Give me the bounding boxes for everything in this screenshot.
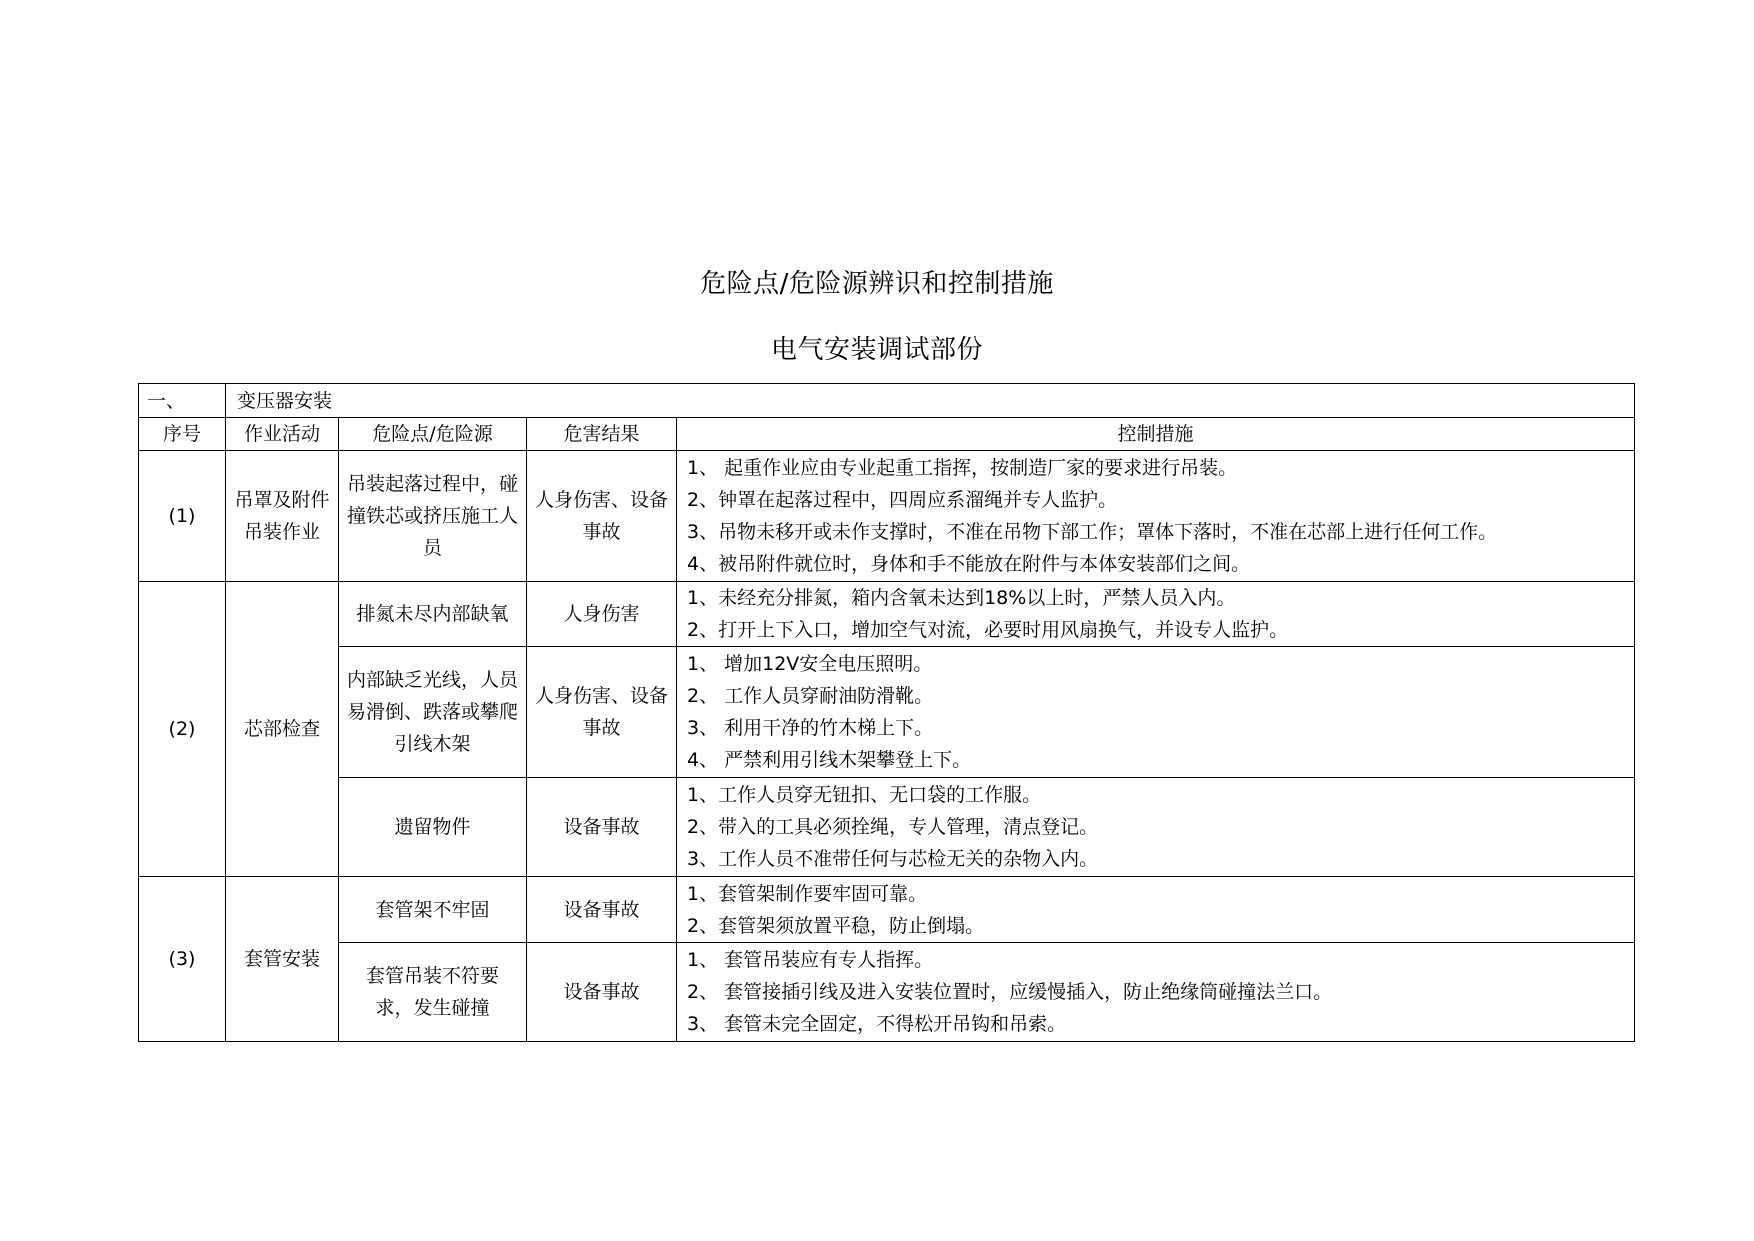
measure-item: 3、 套管未完全固定，不得松开吊钩和吊索。 bbox=[687, 1013, 1067, 1035]
header-seq: 序号 bbox=[139, 418, 226, 451]
measure-item: 3、吊物未移开或未作支撑时，不准在吊物下部工作；罩体下落时，不准在芯部上进行任何工作。 bbox=[687, 521, 1498, 543]
measure-item: 1、工作人员穿无钮扣、无口袋的工作服。 bbox=[687, 784, 1042, 806]
measure-item: 4、 严禁利用引线木架攀登上下。 bbox=[687, 749, 972, 771]
page-title: 危险点/危险源辨识和控制措施 bbox=[700, 269, 1054, 299]
measure-item: 3、 利用干净的竹木梯上下。 bbox=[687, 717, 934, 739]
row-hazard: 套管架不牢固 bbox=[339, 877, 527, 943]
row-measures bbox=[677, 451, 1635, 582]
row-activity: 套管安装 bbox=[226, 877, 339, 1042]
row-seq: (3) bbox=[139, 877, 226, 1042]
row-hazard: 套管吊装不符要求，发生碰撞 bbox=[339, 943, 527, 1042]
row-result: 人身伤害 bbox=[527, 582, 677, 647]
header-row bbox=[139, 418, 1635, 451]
measure-item: 1、 套管吊装应有专人指挥。 bbox=[687, 949, 934, 971]
table-row bbox=[139, 647, 1635, 778]
table-row bbox=[139, 582, 1635, 647]
row-hazard: 排氮未尽内部缺氧 bbox=[339, 582, 527, 647]
table-row bbox=[139, 943, 1635, 1042]
row-activity: 芯部检查 bbox=[226, 582, 339, 877]
row-measures bbox=[677, 877, 1635, 943]
row-result: 设备事故 bbox=[527, 877, 677, 943]
page-subtitle: 电气安装调试部份 bbox=[770, 335, 983, 365]
row-hazard: 内部缺乏光线，人员易滑倒、跌落或攀爬引线木架 bbox=[339, 647, 527, 778]
row-seq: (1) bbox=[139, 451, 226, 582]
section-number: 一、 bbox=[139, 384, 226, 418]
measure-item: 2、套管架须放置平稳，防止倒塌。 bbox=[687, 914, 985, 937]
table-row bbox=[139, 778, 1635, 877]
measure-item: 1、未经充分排氮，箱内含氧未达到18%以上时，严禁人员入内。 bbox=[687, 587, 1236, 609]
section-row bbox=[139, 384, 1635, 418]
section-name: 变压器安装 bbox=[226, 384, 1635, 418]
row-result: 人身伤害、设备事故 bbox=[527, 451, 677, 582]
measure-item: 1、 起重作业应由专业起重工指挥，按制造厂家的要求进行吊装。 bbox=[687, 457, 1238, 479]
header-hazard: 危险点/危险源 bbox=[339, 418, 527, 451]
measure-item: 2、 套管接插引线及进入安装位置时，应缓慢插入，防止绝缘筒碰撞法兰口。 bbox=[687, 981, 1333, 1003]
row-result: 人身伤害、设备事故 bbox=[527, 647, 677, 778]
row-result: 设备事故 bbox=[527, 943, 677, 1042]
row-measures bbox=[677, 582, 1635, 647]
header-result: 危害结果 bbox=[527, 418, 677, 451]
measure-item: 3、工作人员不准带任何与芯检无关的杂物入内。 bbox=[687, 848, 1099, 870]
measure-item: 2、钟罩在起落过程中，四周应系溜绳并专人监护。 bbox=[687, 489, 1118, 511]
row-result: 设备事故 bbox=[527, 778, 677, 877]
measure-item: 4、被吊附件就位时，身体和手不能放在附件与本体安装部们之间。 bbox=[687, 553, 1251, 575]
row-hazard: 遗留物件 bbox=[339, 778, 527, 877]
header-measures: 控制措施 bbox=[677, 418, 1635, 451]
measure-item: 2、 工作人员穿耐油防滑靴。 bbox=[687, 685, 934, 707]
row-seq: (2) bbox=[139, 582, 226, 877]
row-activity: 吊罩及附件吊装作业 bbox=[226, 451, 339, 582]
row-hazard: 吊装起落过程中，碰撞铁芯或挤压施工人员 bbox=[339, 451, 527, 582]
measure-item: 1、套管架制作要牢固可靠。 bbox=[687, 882, 928, 905]
row-measures bbox=[677, 943, 1635, 1042]
row-measures bbox=[677, 647, 1635, 778]
measure-item: 2、打开上下入口，增加空气对流，必要时用风扇换气，并设专人监护。 bbox=[687, 619, 1289, 641]
table-row bbox=[139, 451, 1635, 582]
row-measures bbox=[677, 778, 1635, 877]
measure-item: 1、 增加12V安全电压照明。 bbox=[687, 653, 933, 675]
header-activity: 作业活动 bbox=[226, 418, 339, 451]
table-row bbox=[139, 877, 1635, 943]
measure-item: 2、带入的工具必须拴绳，专人管理，清点登记。 bbox=[687, 816, 1099, 838]
hazard-control-table bbox=[138, 383, 1635, 1042]
